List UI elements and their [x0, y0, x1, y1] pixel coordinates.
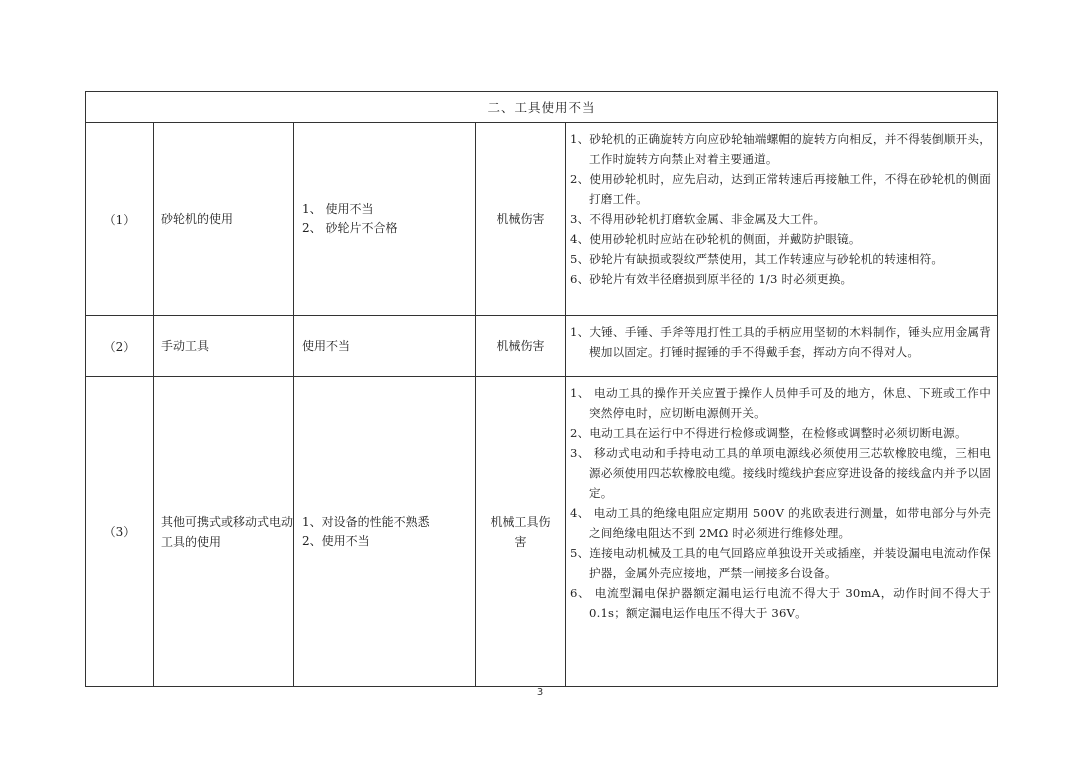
measure-item: 6、砂轮片有效半径磨损到原半径的 1/3 时必须更换。 — [570, 272, 853, 286]
table-row — [86, 316, 998, 377]
cause-item: 2、使用不当 — [302, 533, 370, 548]
cause-cell — [294, 123, 476, 316]
measure-item: 1、砂轮机的正确旋转方向应砂轮轴端螺帽的旋转方向相反，并不得装倒顺开头，工作时旋转方向禁止对着主要通道。 — [570, 132, 992, 166]
measure-item: 5、连接电动机械及工具的电气回路应单独设开关或插座，并装设漏电电流动作保护器，金属外壳应接地，严禁一闸接多台设备。 — [570, 546, 992, 580]
measures-cell — [566, 123, 998, 316]
measures-cell — [566, 377, 998, 687]
row-number: （1） — [86, 123, 154, 316]
work-item: 其他可携式或移动式电动工具的使用 — [154, 377, 294, 687]
measure-item: 3、不得用砂轮机打磨软金属、非金属及大工件。 — [570, 212, 826, 226]
measure-item: 4、使用砂轮机时应站在砂轮机的侧面，并戴防护眼镜。 — [570, 232, 861, 246]
cause-item: 1、对设备的性能不熟悉 — [302, 514, 430, 529]
section-title: 二、工具使用不当 — [86, 92, 998, 123]
hazard-type: 机械工具伤害 — [476, 377, 566, 687]
table-row — [86, 123, 998, 316]
cause-cell — [294, 377, 476, 687]
work-item: 手动工具 — [154, 316, 294, 377]
cause-item: 1、 使用不当 — [302, 202, 374, 216]
cause-cell — [294, 316, 476, 377]
work-item: 砂轮机的使用 — [154, 123, 294, 316]
measure-item: 5、砂轮片有缺损或裂纹严禁使用，其工作转速应与砂轮机的转速相符。 — [570, 252, 944, 266]
measures-cell — [566, 316, 998, 377]
hazard-table — [85, 91, 998, 687]
measure-item: 3、 移动式电动和手持电动工具的单项电源线必须使用三芯软橡胶电缆，三相电源必须使用四芯软橡胶电缆。接线时缆线护套应穿进设备的接线盒内并予以固定。 — [570, 446, 992, 500]
page-number: 3 — [536, 687, 544, 698]
cause-item: 使用不当 — [302, 338, 351, 353]
measure-item: 2、使用砂轮机时，应先启动，达到正常转速后再接触工件，不得在砂轮机的侧面打磨工件。 — [570, 172, 992, 206]
row-number: （3） — [86, 377, 154, 687]
measure-item: 6、 电流型漏电保护器额定漏电运行电流不得大于 30mA，动作时间不得大于 0.1s；额定漏电运作电压不得大于 36V。 — [570, 586, 992, 620]
measure-item: 2、电动工具在运行中不得进行检修或调整，在检修或调整时必须切断电源。 — [570, 426, 967, 440]
row-number: （2） — [86, 316, 154, 377]
table-row — [86, 377, 998, 687]
hazard-type: 机械伤害 — [476, 316, 566, 377]
measure-item: 1、大锤、手锤、手斧等甩打性工具的手柄应用坚韧的木料制作，锤头应用金属背楔加以固定。打锤时握锤的手不得戴手套，挥动方向不得对人。 — [570, 325, 992, 359]
hazard-type: 机械伤害 — [476, 123, 566, 316]
cause-item: 2、 砂轮片不合格 — [302, 221, 398, 235]
section-header-row — [86, 92, 998, 123]
measure-item: 4、 电动工具的绝缘电阻应定期用 500V 的兆欧表进行测量，如带电部分与外壳之间绝缘电阻达不到 2MΩ 时必须进行维修处理。 — [570, 506, 992, 540]
measure-item: 1、 电动工具的操作开关应置于操作人员伸手可及的地方，休息、下班或工作中突然停电时，应切断电源侧开关。 — [570, 386, 992, 420]
